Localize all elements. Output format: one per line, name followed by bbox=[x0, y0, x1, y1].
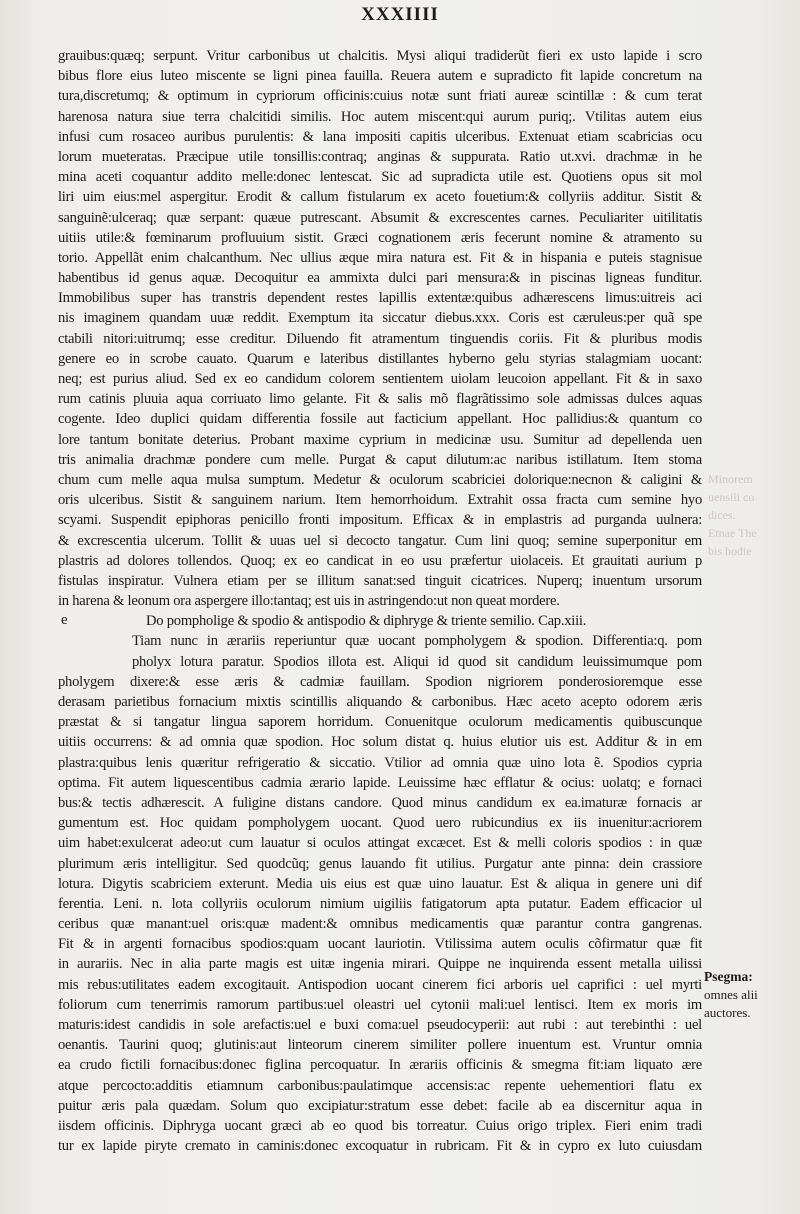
text-line: liri uim eius:mel aspergitur. Erodit & callum fistularum ex aceto fouetium:& collyriis additur. Sistit & bbox=[58, 189, 702, 206]
margin-note-line: omnes alii bbox=[704, 987, 758, 1002]
text-line: uitiis utile:& fœminarum profluuium sistit. Græci cognationem æris fecerunt nomine & atramento su bbox=[58, 229, 702, 246]
text-line: torio. Appellãt enim chalcanthum. Nec ullius æque mira natura est. Fit & in hispania e puteis stagnisue bbox=[58, 249, 702, 266]
chapter-heading: Do pompholige & spodio & antispodio & diphryge & triente semilio. Cap.xiii. bbox=[146, 613, 587, 630]
text-line: in aurariis. Nec in alia parte magis est uitæ ingenia mirari. Quippe ne inquirenda essent metalla uilissi bbox=[58, 956, 702, 973]
text-line: ferentia. Leni. n. lota collyriis oculorum nimium uigiliis fatigatorum apta putatur. Eadem efficacior ul bbox=[58, 895, 702, 912]
margin-note-title: Psegma: bbox=[704, 969, 753, 984]
text-line: neq; est purius aliud. Sed ex eo candidum colorem sentientem uiolam leucoion appellant. Fit & in saxo bbox=[58, 371, 702, 387]
text-line: oris ulceribus. Sistit & sanguinem narium. Item hemorrhoidum. Extrahit ossa fracta cum semine hyo bbox=[58, 492, 702, 509]
text-line: scyami. Suspendit epiphoras penicillo fronti impositum. Efficax & in emplastris ad purganda uulnera: bbox=[58, 512, 702, 529]
text-line: puitur æris pala quædam. Solum quo excipiatur:stratum esse debet: facile ab ea discernitur aqua in bbox=[58, 1097, 702, 1114]
text-line: habentibus id genus aquæ. Decoquitur ea ammixta dulci pari mensura:& in piscinas ligneas funditur. bbox=[58, 270, 702, 287]
text-line: genere eo in scrobe cauato. Quarum e lateribus distillantes hyberno gelu styrias stalagmiam uocant: bbox=[58, 350, 702, 367]
text-line: ceribus quæ manant:uel oris:quæ madent:& omnibus medicamentis quæ parantur contra gangrenas. bbox=[58, 916, 702, 933]
text-line: plastris ad dolores tollendos. Quoq; ex eo candicat in eo usu præfertur uiolaceis. Et grauitati aurium p bbox=[58, 552, 702, 569]
text-line: cogente. Ideo duplici quidam differentia fossile aut facticium appellant. Hoc pallidius:& quantum co bbox=[58, 411, 702, 428]
text-line: infusi cum rosaceo auribus purulentis: & lana impositi capitis ulceribus. Extenuat etiam scabricias ocu bbox=[58, 128, 702, 145]
ghost-line: bis hodie bbox=[708, 544, 752, 558]
text-line: atque percocto:additis etiamnum carbonibus:paulatimque accensis:ac repente uehementiori flatu ex bbox=[58, 1077, 702, 1094]
margin-note-line: auctores. bbox=[704, 1005, 751, 1020]
text-line: fistulas inspiratur. Vulnera etiam per se illitum sanat:sed tinguit cicatrices. Nuperq; inuentum ursorum bbox=[58, 572, 702, 589]
ghost-line: uensili co bbox=[708, 490, 755, 504]
text-line: plastra:quibus lenis quæritur refrigeratio & siccatio. Vtilior ad omnia quæ uino lota ẽ. Spodios cypria bbox=[58, 754, 702, 771]
text-line: sanguinẽ:ulceraq; quæ serpant: quæue putrescant. Absumit & excrescentes carnes. Peculiariter uitilitatis bbox=[58, 209, 702, 226]
text-line: pholyx lotura paratur. Spodios illota est. Aliqui id quod sit candidum leuissimumque pom bbox=[132, 653, 702, 670]
text-line: mina aceti coquantur addito melle:donec lentescat. Sic ad supradicta utile est. Quotiens opus sit mol bbox=[58, 169, 702, 186]
text-line: lotura. Digytis scabriciem exterunt. Media uis eius est quæ uino lauatur. Est & aliqua in genere uni dif bbox=[58, 875, 702, 892]
text-line: pholygem dixere:& esse æris & cadmiæ fauillam. Spodion nigriorem ponderosioremque esse bbox=[58, 673, 702, 690]
text-line: Immobilibus super has transtris dependent restes lapillis extentæ:quibus adhærescens limus:uitreis aci bbox=[58, 290, 702, 307]
text-line: ea crudo fictili fornacibus:donec figlina percoquatur. In ærariis officinis & smegma fit:iam liquato ære bbox=[58, 1057, 702, 1074]
text-line: lorum mueteratas. Præcipue utile tonsillis:contraq; anginas & suppurata. Ratio ut.xvi. drachmæ in he bbox=[58, 148, 702, 165]
ghost-line: Minorem bbox=[708, 472, 753, 486]
margin-note bbox=[704, 968, 800, 1022]
text-line: & excrescentia ulcerum. Tollit & uuas uel si decocto tangatur. Cum lini quoq; semine superponitur em bbox=[58, 532, 702, 549]
folio-number: XXXIIII bbox=[361, 4, 439, 25]
text-line: derasam parietibus fornacium mixtis scintillis aliquando & carbonibus. Hæc aceto acepto odorem æris bbox=[58, 694, 702, 710]
ghost-line: Etnae The bbox=[708, 526, 757, 540]
text-line: præstat & si tangatur lingua saporem horridum. Conuenitque oculorum medicamentis quibuscunque bbox=[58, 714, 702, 731]
text-line: tura,discretumq; & optimum in cypriorum officinis:cuius notæ sunt friati aureæ scintillæ : & cum terat bbox=[58, 88, 702, 105]
text-line: in harena & leonum ora aspergere illo:tantaq; est uis in astringendo:ut non queat mordere. bbox=[58, 593, 560, 610]
text-line: nis imaginem quandam uuæ reddit. Exemptum ita siccatur diebus.xxx. Coris est cæruleus:per quã spe bbox=[58, 310, 702, 327]
text-body bbox=[58, 46, 702, 1156]
show-through-margin bbox=[708, 470, 798, 560]
text-line: bus:& tectis adhærescit. A fuligine distans candore. Quod minus candidum ex ea.imaturæ fornacis ar bbox=[58, 794, 702, 811]
text-line: mis rebus:utilitates eadem excogitauit. Antispodion uocant cinerem fici arboris uel caprifici : uel myrti bbox=[58, 976, 702, 993]
text-line: rum catinis pluuia aqua corriuato limo gelante. Fit & salis mõ flagrãtissimo sole admissas dulces aquas bbox=[58, 391, 702, 408]
text-line: tur ex lapide piryte cremato in caminis:donec excoquatur in rubricam. Fit & in cypro ex luto cuiusdam bbox=[58, 1138, 702, 1155]
text-line: optima. Fit autem liquescentibus cadmia ærario lapide. Leuissime hæc efflatur & ocius: uolatq; e fornaci bbox=[58, 774, 702, 791]
text-line: uitiis occurrens: & ad omnia quæ spodion. Hoc solum distat q. huius elutior uis est. Additur & in em bbox=[58, 734, 702, 751]
text-line: grauibus:quæq; serpunt. Vritur carbonibus ut chalcitis. Mysi aliqui tradiderũt fieri ex usto lapide i scro bbox=[58, 48, 702, 64]
text-line: gumentum est. Hoc quidam pompholygem uocant. Quod uero rubicundius ex iis inuenitur:acriorem bbox=[58, 815, 702, 832]
text-line: tris animalia drachmæ pondere cum melle. Purgat & caput dilutum:ac naribus istillatum. Item stoma bbox=[58, 451, 702, 468]
text-line: uim habet:exulcerat adeo:ut cum lauatur si oculos attingat excæcet. Est & melli coloris spodios : in quæ bbox=[58, 835, 702, 852]
text-line: bibus flore eius luteo miscente se ligni pinea fauilla. Reuera autem e supradicto fit lapide concretum na bbox=[58, 68, 702, 85]
text-line: Fit & in argenti fornacibus spodios:quam uocant lauriotin. Vtilissima autem oculis cõfirmatur quæ fit bbox=[58, 936, 702, 953]
text-line: foliorum cum tenerrimis ramorum partibus:uel oleastri uel cytonii mali:uel lentisci. Item ex moris im bbox=[58, 996, 702, 1013]
ghost-line: dices. bbox=[708, 508, 736, 522]
text-line: maturis:idest candidis in sole arefactis:uel e buxi coma:uel pseudocyperii: aut rubi : aut terebinthi : uel bbox=[58, 1017, 702, 1033]
text-line: harenosa natura siue terra chalcitidi similis. Hoc autem miscent:qui aurum puriq;. Vtilitas autem eius bbox=[58, 108, 702, 125]
text-line: Tiam nunc in ærariis reperiuntur quæ uocant pompholygem & spodion. Differentia:q. pom bbox=[132, 633, 702, 650]
text-line: lore tantum bonitate deterius. Probant maxime cyprium in medicinæ usu. Sumitur ad depellenda uen bbox=[58, 431, 702, 448]
text-line: oenantis. Taurini quoq; glutinis:aut linteorum cinerem similiter pollere inuentum est. Vruntur omnia bbox=[58, 1037, 702, 1054]
text-line: chum cum melle aqua mulsa sumptum. Medetur & oculorum scabriciei dolorique:necnon & caligini & bbox=[58, 471, 702, 488]
text-line: plurimum æris intelligitur. Sed quodcũq; genus lauando fit utilius. Purgatur ante pinna: dein crassiore bbox=[58, 855, 702, 872]
text-line: ctabili nitori:uitrumq; esse creditur. Diluendo fit atramentum tinguendis coriis. Fit & pluribus modis bbox=[58, 330, 702, 347]
text-line: iisdem officinis. Diphryga uocant græci ab eo quod bis torreatur. Cuius origo triplex. Fieri enim tradi bbox=[58, 1117, 702, 1134]
margin-marker: e bbox=[61, 612, 68, 628]
